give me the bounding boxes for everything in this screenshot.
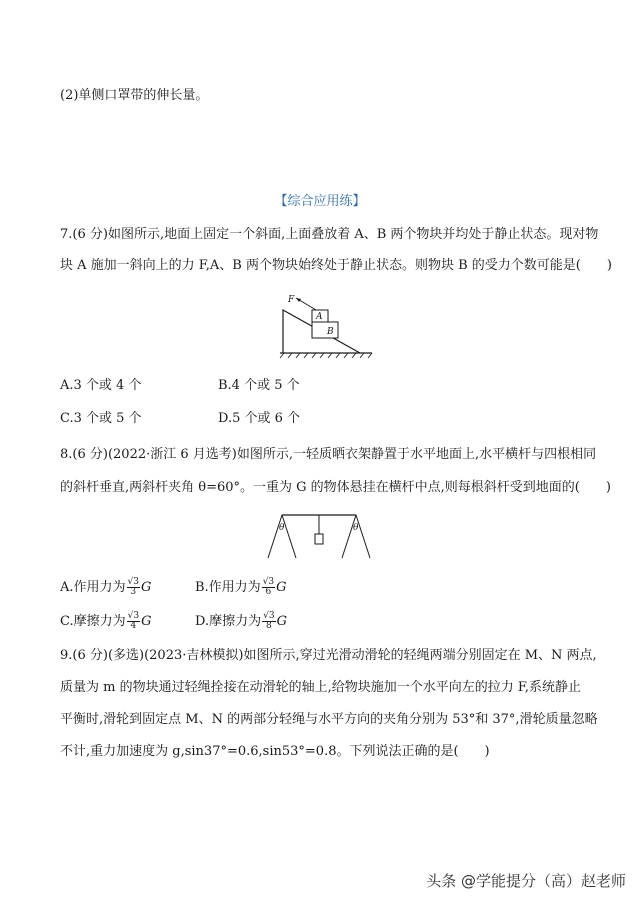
q8-option-b-suffix: G [276, 580, 287, 595]
q8-line1: 8.(6 分)(2022·浙江 6 月选考)如图所示,一轻质晒衣架静置于水平地面上,水平横杆与四根相同 [60, 447, 597, 462]
q7-label-b: B [327, 327, 334, 337]
q8-option-a-num: √3 [127, 577, 139, 587]
q8-option-d-prefix: D.摩擦力为 [195, 614, 262, 629]
q7-label-f: F [288, 295, 295, 305]
q8-option-d-fraction [262, 612, 275, 631]
q8-option-b [195, 578, 287, 598]
q9-line1: 9.(6 分)(多选)(2023·吉林模拟)如图所示,穿过光滑动滑轮的轻绳两端分别固定在 M、N 两点, [60, 648, 597, 663]
q8-option-b-prefix: B.作用力为 [195, 580, 261, 595]
q7-line1: 7.(6 分)如图所示,地面上固定一个斜面,上面叠放着 A、B 两个物块并均处于静止状态。现对物 [60, 227, 599, 242]
q8-option-a-den: 3 [130, 587, 137, 597]
q7-label-a: A [316, 312, 323, 322]
q8-option-c-suffix: G [141, 614, 152, 629]
q9-line3: 平衡时,滑轮到固定点 M、N 的两部分轻绳与水平方向的夹角分别为 53°和 37°,滑轮质量忽略 [60, 712, 598, 727]
q8-option-d-num: √3 [263, 611, 275, 621]
q7-option-d: D.5 个或 6 个 [218, 411, 301, 426]
q8-option-d [195, 612, 287, 632]
q8-option-c-num: √3 [127, 611, 140, 621]
q8-option-b-den: 6 [265, 587, 272, 597]
q8-option-b-fraction [262, 578, 275, 597]
q9-line2: 质量为 m 的物块通过轻绳拴接在动滑轮的轴上,给物块施加一个水平向左的拉力 F,系统静止 [60, 680, 581, 695]
q8-option-d-suffix: G [276, 614, 287, 629]
q8-line2: 的斜杆垂直,两斜杆夹角 θ=60°。一重为 G 的物体悬挂在横杆中点,则每根斜杆受到地面的( ) [60, 480, 611, 495]
q8-option-c-fraction [127, 612, 140, 631]
q8-option-a [60, 578, 151, 598]
q8-option-c-den: 4 [130, 621, 137, 631]
q8-option-a-fraction [127, 578, 140, 597]
q7-option-b: B.4 个或 5 个 [218, 378, 300, 393]
q9-line4: 不计,重力加速度为 g,sin37°=0.6,sin53°=0.8。下列说法正确的是( ) [60, 744, 490, 759]
section-title: 【综合应用练】 [274, 194, 366, 209]
q6-part2-text: (2)单侧口罩带的伸长量。 [60, 88, 209, 103]
q8-option-b-num: √3 [262, 577, 275, 587]
q8-figure-drying-rack [262, 510, 382, 560]
q7-option-c: C.3 个或 5 个 [60, 411, 142, 426]
watermark: 头条 @学能提分（高）赵老师 [426, 872, 626, 890]
q8-option-c [60, 612, 151, 632]
q8-label-theta-right: θ [353, 523, 359, 533]
q8-label-theta-left: θ [279, 523, 285, 533]
q8-option-c-prefix: C.摩擦力为 [60, 614, 126, 629]
q8-option-a-suffix: G [141, 580, 152, 595]
q7-figure-incline [276, 290, 386, 362]
q7-line2: 块 A 施加一斜向上的力 F,A、B 两个物块始终处于静止状态。则物块 B 的受力个数可能是( ) [60, 258, 612, 273]
q7-option-a: A.3 个或 4 个 [60, 378, 142, 393]
q8-option-d-den: 8 [265, 621, 272, 631]
q8-option-a-prefix: A.作用力为 [60, 580, 126, 595]
